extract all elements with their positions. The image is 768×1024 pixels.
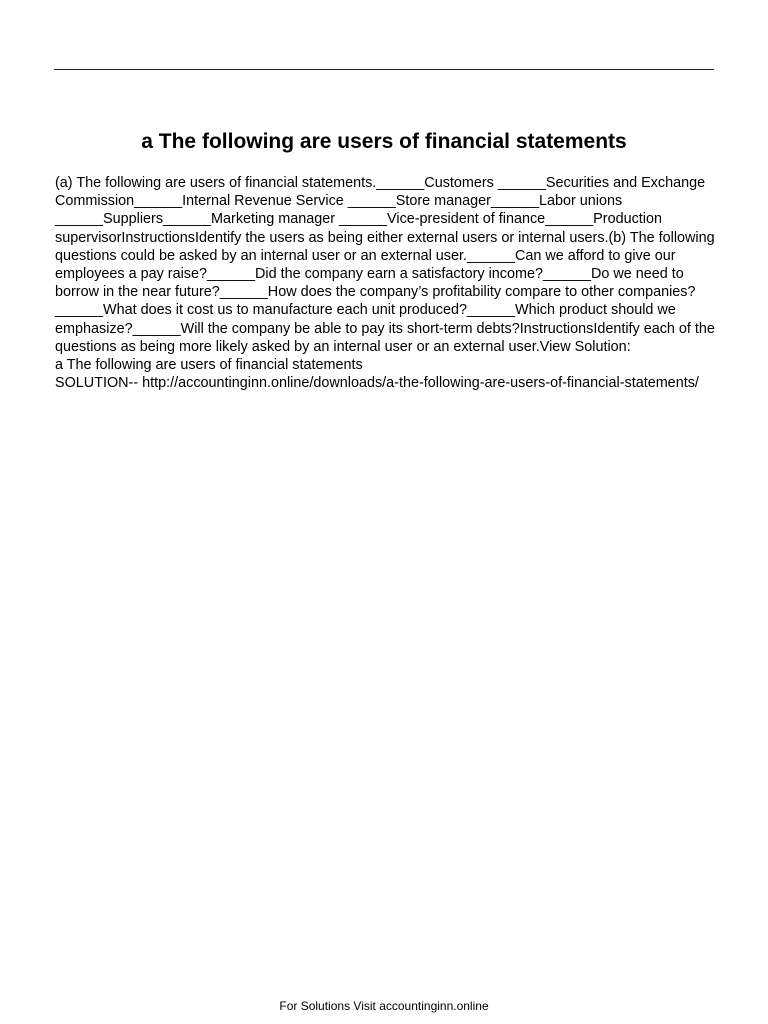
question-text: (a) The following are users of financial statements.______Customers ______Securities and Exchange Commission______Internal Revenue Service ______Store manager______Labor unions ______Suppliers______Marketing manager ______Vice-president of finance______Production supervisorInstructionsIdentify the users as being either external users or internal users.(b) The following questions could be asked by an internal user or an external user.______Can we afford to give our employees a pay raise?______Did the company earn a satisfactory income?______Do we need to borrow in the near future?______How does the company’s profitability compare to other companies?______What does it cost us to manufacture each unit produced?______Which product should we emphasize?______Will the company be able to pay its short-term debts?InstructionsIdentify each of the questions as being more likely asked by an internal user or an external user.View Solution: <box>55 175 715 355</box>
document-body <box>55 174 717 392</box>
page-footer: For Solutions Visit accountinginn.online <box>279 999 489 1013</box>
top-divider <box>54 69 714 70</box>
document-title: a The following are users of financial statements <box>141 130 627 153</box>
repeat-title: a The following are users of financial statements <box>55 357 363 374</box>
solution-link-text: SOLUTION-- http://accountinginn.online/downloads/a-the-following-are-users-of-financial-statements/ <box>55 375 699 392</box>
